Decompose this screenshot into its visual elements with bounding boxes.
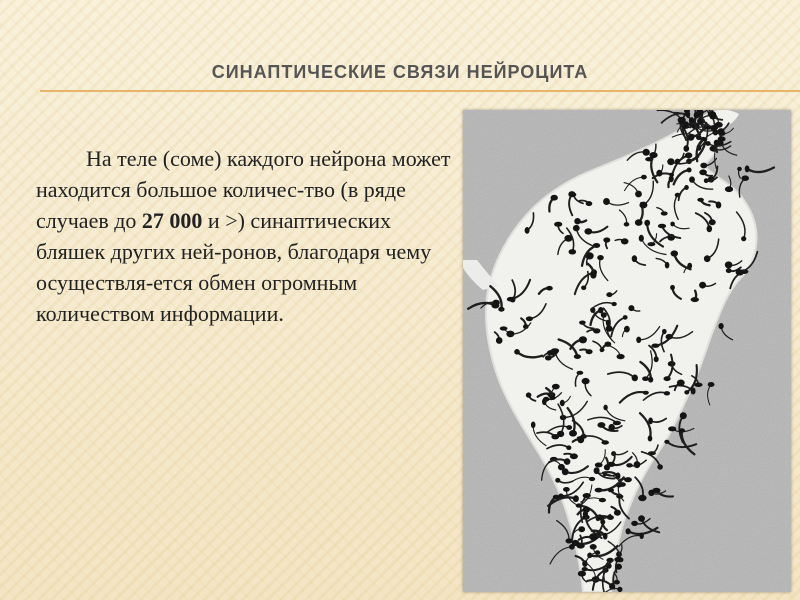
synaptic-bouton [649, 152, 657, 158]
synaptic-bouton [638, 515, 645, 522]
synaptic-bouton [658, 224, 666, 229]
synaptic-bouton [709, 114, 716, 120]
synaptic-bouton [648, 418, 653, 425]
synaptic-bouton [617, 557, 623, 562]
synaptic-bouton [710, 125, 718, 130]
synaptic-bouton [684, 185, 689, 190]
synaptic-bouton [586, 349, 593, 354]
synaptic-bouton [641, 175, 647, 180]
synaptic-bouton [551, 195, 558, 201]
synaptic-bouton [564, 458, 571, 465]
synaptic-bouton [648, 490, 654, 496]
synaptic-bouton [617, 354, 625, 359]
synaptic-bouton [654, 356, 659, 362]
synaptic-bouton [551, 348, 559, 353]
synaptic-bouton [569, 430, 577, 437]
synaptic-bouton [684, 121, 689, 127]
synaptic-bouton [566, 538, 573, 543]
synaptic-bouton [560, 400, 565, 406]
synaptic-bouton [606, 326, 613, 332]
synaptic-bouton [671, 250, 678, 256]
synaptic-bouton [668, 426, 676, 431]
body-paragraph [36, 143, 452, 329]
body-text [36, 143, 452, 329]
synaptic-bouton [639, 235, 644, 242]
synaptic-bouton [591, 536, 597, 540]
synaptic-bouton [526, 316, 533, 321]
synaptic-bouton [603, 198, 610, 205]
synaptic-bouton [621, 238, 629, 244]
synaptic-bouton [613, 421, 621, 426]
neuron-synapse-micrograph [463, 110, 791, 592]
synaptic-bouton [669, 173, 674, 177]
synaptic-bouton [635, 191, 642, 198]
synaptic-bouton [554, 222, 562, 227]
synaptic-bouton [719, 323, 724, 329]
synaptic-bouton [500, 326, 508, 330]
synaptic-bouton [597, 255, 604, 260]
synaptic-bouton [558, 464, 565, 470]
synaptic-bouton [640, 533, 644, 539]
synaptic-bouton [632, 255, 637, 262]
synaptic-bouton [545, 355, 552, 360]
synaptic-bouton [628, 305, 634, 311]
synaptic-bouton [611, 302, 616, 306]
synaptic-bouton [590, 272, 596, 279]
synaptic-bouton [737, 167, 742, 171]
synaptic-bouton [558, 494, 563, 499]
synaptic-bouton [684, 145, 690, 152]
synaptic-bouton [542, 398, 547, 405]
synaptic-bouton [666, 334, 673, 340]
synaptic-bouton [609, 583, 615, 590]
synaptic-bouton [726, 268, 732, 273]
synaptic-bouton [604, 464, 610, 470]
synaptic-bouton [617, 587, 622, 592]
synaptic-bouton [603, 237, 610, 242]
synaptic-bouton [670, 285, 675, 290]
synaptic-bouton [525, 227, 530, 234]
synaptic-bouton [648, 435, 653, 441]
synaptic-bouton [590, 544, 597, 550]
synaptic-bouton [599, 498, 606, 502]
body-text-part2: и >) синаптических бляшек других ней-ронов, благодаря чему осуществля-ется обмен огромным количеством информации. [36, 208, 432, 326]
synaptic-bouton [506, 331, 514, 338]
synaptic-bouton [700, 163, 707, 169]
synaptic-bouton [576, 543, 584, 549]
synaptic-bouton [664, 440, 669, 444]
synaptic-bouton [603, 533, 608, 540]
synaptic-bouton [716, 202, 722, 209]
synaptic-bouton [694, 383, 702, 387]
synaptic-bouton [593, 328, 600, 333]
synaptic-bouton [573, 495, 579, 502]
synaptic-bouton [657, 464, 663, 469]
synaptic-bouton [623, 315, 628, 320]
synaptic-bouton [697, 198, 704, 202]
synaptic-bouton [665, 262, 670, 269]
synaptic-bouton [579, 336, 587, 343]
slide-title: СИНАПТИЧЕСКИЕ СВЯЗИ НЕЙРОЦИТА [211, 62, 589, 82]
synaptic-bouton [662, 329, 667, 334]
synaptic-bouton [624, 477, 632, 482]
synaptic-bouton [661, 211, 668, 215]
synaptic-bouton [578, 571, 586, 577]
synaptic-bouton [595, 488, 603, 493]
synaptic-bouton [615, 473, 620, 480]
synaptic-bouton [644, 220, 650, 226]
synaptic-bouton [606, 292, 612, 297]
synaptic-bouton [624, 326, 630, 333]
synaptic-bouton [626, 463, 633, 467]
synaptic-bouton [708, 382, 715, 387]
synaptic-bouton [656, 170, 662, 177]
synaptic-bouton [714, 140, 720, 146]
synaptic-bouton [741, 236, 746, 241]
synaptic-bouton [686, 111, 690, 118]
body-text-part1: На теле (соме) каждого нейрона может находится большое количес-тво (в ряде случаев до [36, 146, 451, 233]
synaptic-bouton [634, 461, 641, 468]
synaptic-bouton [648, 377, 653, 383]
synaptic-bouton [566, 445, 571, 450]
synaptic-bouton [638, 495, 646, 501]
synaptic-bouton [679, 428, 686, 432]
synaptic-bouton [709, 219, 716, 225]
synaptic-bouton [626, 528, 631, 534]
synaptic-bouton [707, 225, 713, 232]
synaptic-bouton [608, 488, 614, 492]
synaptic-bouton [675, 159, 680, 164]
synaptic-bouton [624, 222, 630, 226]
synaptic-bouton [526, 392, 532, 397]
synaptic-bouton [557, 431, 564, 437]
synaptic-bouton [568, 191, 575, 197]
synaptic-bouton [699, 169, 707, 175]
synaptic-bouton [635, 219, 643, 226]
synaptic-bouton [687, 168, 692, 173]
synaptic-bouton [704, 255, 711, 262]
title-divider [40, 90, 800, 92]
synaptic-bouton [573, 225, 580, 231]
synaptic-bouton [664, 391, 670, 395]
synaptic-bouton [531, 422, 536, 429]
synaptic-bouton [584, 228, 592, 234]
synaptic-bouton [514, 349, 520, 355]
synaptic-bouton [507, 297, 514, 302]
synaptic-bouton [704, 178, 709, 183]
synaptic-bouton [569, 249, 577, 254]
synaptic-bouton [614, 580, 620, 585]
synaptic-bouton [691, 297, 699, 302]
synaptic-bouton [725, 186, 733, 192]
synaptic-bouton [574, 354, 581, 359]
synaptic-bouton [608, 424, 615, 431]
synaptic-bouton [595, 463, 603, 468]
synaptic-bouton [496, 337, 503, 344]
synaptic-bouton [589, 477, 595, 481]
synaptic-bouton [651, 344, 659, 348]
synaptic-bouton [632, 375, 638, 382]
synaptic-bouton [643, 391, 649, 395]
synaptic-bouton [577, 371, 584, 375]
synaptic-bouton [579, 321, 586, 325]
synaptic-bouton [700, 137, 706, 141]
synaptic-bouton [491, 303, 499, 309]
synaptic-bouton [667, 158, 674, 165]
synaptic-bouton [546, 286, 553, 291]
synaptic-bouton [583, 507, 590, 513]
synaptic-bouton [718, 128, 725, 134]
synaptic-bouton [607, 515, 614, 520]
synaptic-bouton [684, 390, 689, 394]
synaptic-bouton [600, 348, 605, 352]
synaptic-bouton [583, 493, 591, 498]
synaptic-bouton [745, 165, 750, 172]
synaptic-bouton [566, 425, 572, 430]
synaptic-bouton [706, 141, 711, 146]
synaptic-bouton [586, 201, 593, 206]
synaptic-bouton [643, 149, 650, 156]
synaptic-bouton [570, 453, 578, 459]
synaptic-bouton [597, 422, 605, 428]
synaptic-bouton [603, 405, 607, 411]
synaptic-bouton [563, 487, 570, 492]
synaptic-bouton [578, 526, 585, 532]
synaptic-bouton [498, 307, 504, 312]
synaptic-bouton [725, 261, 733, 268]
synaptic-bouton [741, 175, 749, 181]
synaptic-bouton [647, 242, 655, 246]
synaptic-bouton [552, 384, 560, 390]
body-text-number: 27 000 [141, 208, 203, 233]
synaptic-bouton [642, 376, 649, 381]
synaptic-bouton [574, 218, 580, 224]
synaptic-bouton [614, 510, 621, 516]
synaptic-bouton [631, 521, 638, 526]
synaptic-bouton [689, 176, 695, 182]
synaptic-bouton [718, 136, 726, 141]
synaptic-bouton [577, 436, 584, 443]
synaptic-bouton [664, 376, 671, 381]
synaptic-bouton [685, 152, 692, 158]
synaptic-bouton [636, 337, 641, 343]
synaptic-bouton [598, 307, 603, 313]
synaptic-bouton [677, 380, 685, 387]
synaptic-bouton [699, 282, 706, 289]
synaptic-bouton [639, 202, 647, 209]
synaptic-bouton [582, 378, 590, 384]
synaptic-bouton [581, 286, 586, 291]
synaptic-bouton [555, 478, 560, 483]
synaptic-bouton [670, 222, 675, 227]
synaptic-bouton [736, 269, 744, 275]
synaptic-bouton [582, 567, 588, 571]
synaptic-bouton [549, 396, 555, 400]
synaptic-bouton [601, 440, 609, 444]
synaptic-bouton [680, 412, 687, 419]
